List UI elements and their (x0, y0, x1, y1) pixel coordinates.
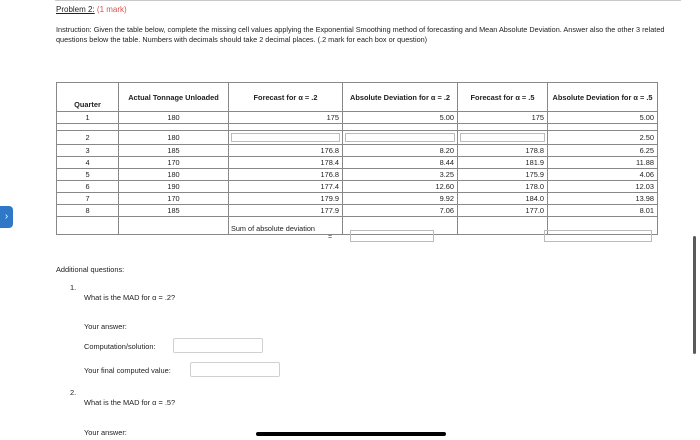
scrollbar-thumb[interactable] (693, 236, 696, 354)
table-row (57, 205, 658, 217)
cell-quarter: 3 (57, 145, 119, 157)
cell-actual: 185 (119, 205, 229, 217)
question-2-number: 2. (70, 388, 77, 397)
cell-absdev-02: 8.20 (343, 145, 458, 157)
chevron-right-icon: › (4, 211, 9, 222)
cell-absdev-02: 5.00 (343, 112, 458, 124)
cell-quarter: 5 (57, 169, 119, 181)
table-row (57, 181, 658, 193)
cell-forecast-02: 176.8 (229, 145, 343, 157)
input-forecast-02-q2[interactable] (229, 131, 343, 145)
header-absdev-02: Absolute Deviation for α = .2 (343, 83, 458, 112)
cell-absdev-05: 6.25 (548, 145, 658, 157)
cell-forecast-05: 178.8 (458, 145, 548, 157)
cell-forecast-02: 175 (229, 112, 343, 124)
cell-actual: 190 (119, 181, 229, 193)
top-divider (55, 0, 681, 1)
equals-sign: = (328, 234, 333, 241)
cell-forecast-02: 177.9 (229, 205, 343, 217)
cell-absdev-02: 8.44 (343, 157, 458, 169)
sum-input-02[interactable] (350, 230, 434, 242)
cell-quarter: 2 (57, 131, 119, 145)
q1-final-value-label: Your final computed value: (84, 366, 171, 375)
cell-forecast-05: 181.9 (458, 157, 548, 169)
instruction-text: Instruction: Given the table below, complete the missing cell values applying the Exponential Smoothing method of forecasting and Mean Absolute Deviation. Answer also the other 3 related questions below the table. Numbers with decimals should take 2 decimal places. (.2 mark for each box or question) (56, 25, 665, 44)
forecast-table (56, 82, 658, 235)
cell-absdev-02: 9.92 (343, 193, 458, 205)
table-row (57, 157, 658, 169)
cell-actual: 180 (119, 112, 229, 124)
cell-forecast-02: 179.9 (229, 193, 343, 205)
cell-absdev-05: 5.00 (548, 112, 658, 124)
header-forecast-05: Forecast for α = .5 (458, 83, 548, 112)
header-actual: Actual Tonnage Unloaded (119, 83, 229, 112)
table-row (57, 112, 658, 124)
header-quarter: Quarter (57, 83, 119, 112)
q2-your-answer-label: Your answer: (84, 428, 127, 437)
home-indicator (256, 432, 446, 436)
q1-your-answer-label: Your answer: (84, 322, 127, 331)
cell-quarter: 6 (57, 181, 119, 193)
cell-forecast-05: 175 (458, 112, 548, 124)
sum-input-05[interactable] (544, 230, 652, 242)
additional-questions-heading: Additional questions: (56, 265, 125, 274)
cell-actual: 185 (119, 145, 229, 157)
cell-absdev-05: 2.50 (548, 131, 658, 145)
cell-quarter: 8 (57, 205, 119, 217)
cell-quarter: 4 (57, 157, 119, 169)
input-forecast-05-q2[interactable] (458, 131, 548, 145)
q1-computation-input[interactable] (173, 338, 263, 353)
cell-absdev-05: 13.98 (548, 193, 658, 205)
cell-forecast-05: 177.0 (458, 205, 548, 217)
question-1-number: 1. (70, 283, 77, 292)
problem-title: Problem 2: (56, 5, 95, 14)
table-row (57, 145, 658, 157)
cell-actual: 170 (119, 157, 229, 169)
sum-of-absolute-deviation-label: Sum of absolute deviation (231, 224, 315, 233)
spacer-row (57, 124, 658, 131)
cell-forecast-02: 176.8 (229, 169, 343, 181)
cell-absdev-05: 12.03 (548, 181, 658, 193)
q1-final-value-input[interactable] (190, 362, 280, 377)
cell-forecast-02: 178.4 (229, 157, 343, 169)
table-row (57, 193, 658, 205)
cell-forecast-05: 178.0 (458, 181, 548, 193)
question-1-text: What is the MAD for α = .2? (84, 293, 176, 302)
header-absdev-05: Absolute Deviation for α = .5 (548, 83, 658, 112)
cell-absdev-05: 11.88 (548, 157, 658, 169)
table-header-row (57, 83, 658, 112)
cell-forecast-05: 184.0 (458, 193, 548, 205)
q1-computation-label: Computation/solution: (84, 342, 156, 351)
cell-quarter: 7 (57, 193, 119, 205)
cell-quarter: 1 (57, 112, 119, 124)
problem-mark: (1 mark) (96, 5, 127, 14)
input-absdev-02-q2[interactable] (343, 131, 458, 145)
table-row (57, 169, 658, 181)
cell-absdev-05: 4.06 (548, 169, 658, 181)
cell-actual: 180 (119, 131, 229, 145)
cell-absdev-05: 8.01 (548, 205, 658, 217)
cell-absdev-02: 7.06 (343, 205, 458, 217)
question-2-text: What is the MAD for α = .5? (84, 398, 176, 407)
side-expand-tab[interactable] (0, 206, 13, 228)
cell-absdev-02: 12.60 (343, 181, 458, 193)
header-forecast-02: Forecast for α = .2 (229, 83, 343, 112)
cell-actual: 170 (119, 193, 229, 205)
cell-actual: 180 (119, 169, 229, 181)
cell-forecast-05: 175.9 (458, 169, 548, 181)
problem-heading (56, 5, 127, 14)
table-row (57, 131, 658, 145)
cell-absdev-02: 3.25 (343, 169, 458, 181)
cell-forecast-02: 177.4 (229, 181, 343, 193)
